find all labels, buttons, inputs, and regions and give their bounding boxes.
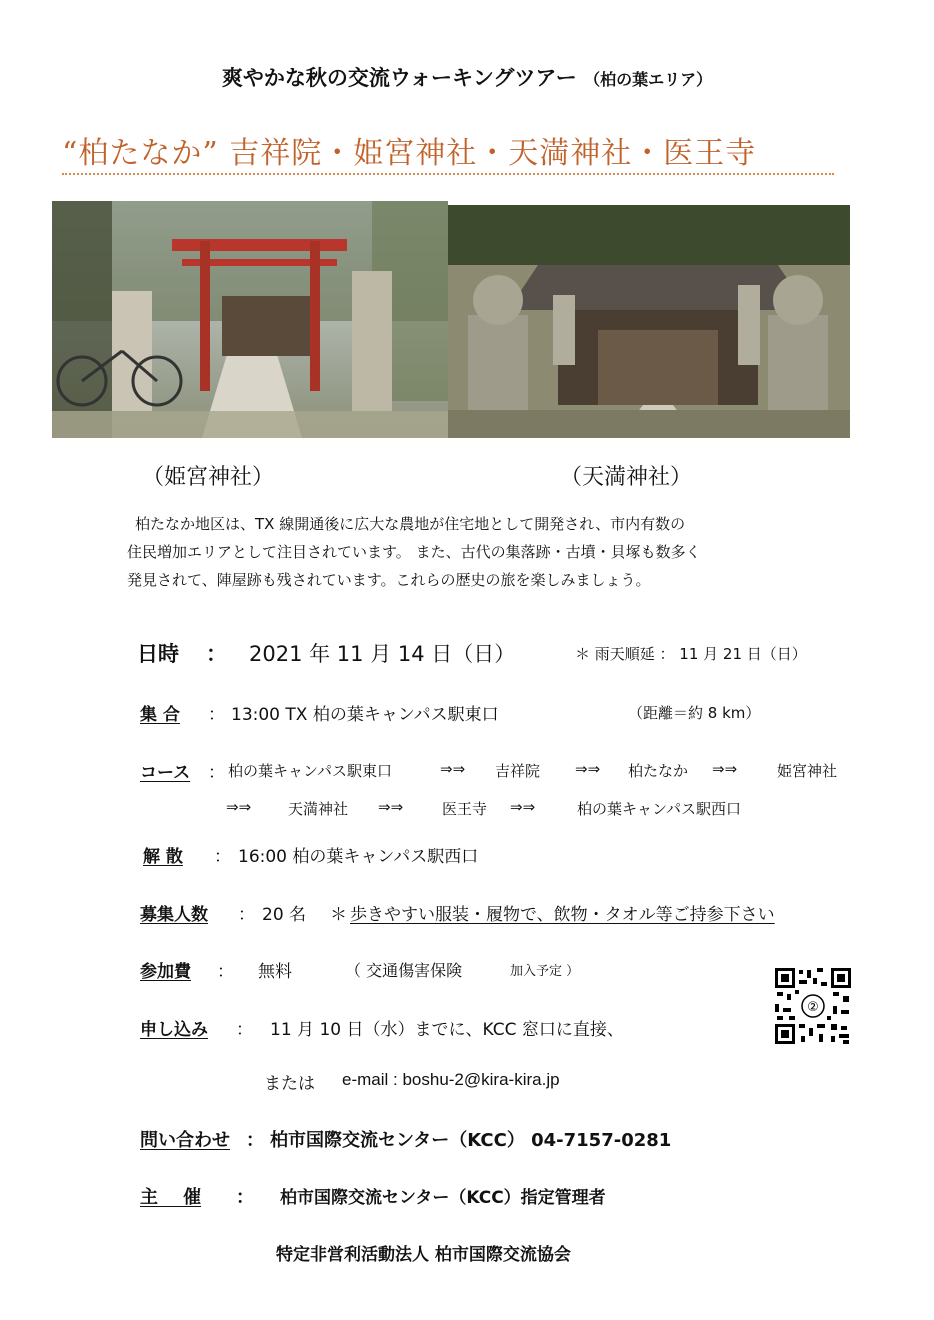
host-label: 主 催	[140, 1187, 202, 1208]
meet-label: 集 合	[140, 705, 180, 725]
host-sep: ：	[236, 1187, 254, 1208]
qr-center-mark: ②	[807, 1000, 819, 1015]
dismiss-label: 解 散	[143, 847, 183, 867]
page-title: “柏たなか” 吉祥院・姫宮神社・天満神社・医王寺	[62, 136, 757, 171]
course-sep: ：	[208, 763, 225, 783]
apply-label: 申し込み	[140, 1020, 208, 1040]
tenman-shrine-photo	[448, 205, 850, 438]
rain-date-note: ＊ 雨天順延 ： 11 月 21 日（日）	[575, 645, 807, 663]
course-stop: 柏の葉キャンパス駅西口	[577, 800, 741, 818]
date-sep: ：	[206, 642, 227, 666]
course-arrow: ⇒⇒	[575, 760, 601, 778]
intro-paragraph	[127, 510, 827, 594]
course-arrow: ⇒⇒	[440, 760, 466, 778]
host-organization: 柏市国際交流センター（KCC）指定管理者	[280, 1188, 606, 1208]
inquiry-label: 問い合わせ	[140, 1130, 230, 1151]
himemiya-shrine-photo	[52, 201, 448, 438]
inquiry-sep: ：	[246, 1130, 264, 1151]
event-date: 2021 年 11 月 14 日（日）	[249, 642, 516, 666]
capacity-note-mark: ＊	[330, 905, 347, 925]
attire-note: 歩きやすい服装・履物で、飲物・タオル等ご持参下さい	[350, 905, 775, 925]
subtitle-main: 爽やかな秋の交流ウォーキングツアー	[221, 66, 577, 90]
host-npo: 特定非営利活動法人 柏市国際交流協会	[276, 1245, 571, 1265]
apply-or: または	[264, 1074, 315, 1094]
course-stop: 柏たなか	[628, 762, 689, 780]
flyer-subtitle	[0, 62, 934, 92]
dismiss-point: 16:00 柏の葉キャンパス駅西口	[238, 847, 479, 867]
walk-distance: （距離＝約 8 km）	[628, 704, 761, 722]
capacity-label: 募集人数	[140, 905, 208, 925]
course-arrow: ⇒⇒	[378, 798, 404, 816]
course-stop: 柏の葉キャンパス駅東口	[228, 762, 392, 780]
course-label: コース	[140, 763, 191, 783]
course-stop: 天満神社	[288, 800, 349, 818]
course-stop: 姫宮神社	[777, 762, 838, 780]
course-arrow: ⇒⇒	[510, 798, 536, 816]
right-photo-caption: （天満神社）	[560, 465, 693, 490]
fee-label: 参加費	[140, 962, 191, 982]
meet-sep: ：	[208, 705, 225, 725]
insurance-note: （ 交通傷害保険	[345, 961, 463, 980]
capacity-value: 20 名	[262, 905, 307, 925]
fee-value: 無料	[258, 962, 292, 982]
course-arrow: ⇒⇒	[712, 760, 738, 778]
subtitle-area: （柏の葉エリア）	[584, 70, 713, 89]
insurance-note-2: 加入予定 ）	[510, 964, 580, 979]
date-label: 日時	[137, 642, 179, 666]
apply-deadline: 11 月 10 日（水）までに、KCC 窓口に直接、	[270, 1020, 624, 1040]
dismiss-sep: ：	[214, 847, 231, 867]
intro-line-2: 住民増加エリアとして注目されています。 また、古代の集落跡・古墳・貝塚も数多く	[127, 543, 701, 561]
apply-sep: ：	[236, 1020, 253, 1040]
intro-line-1: 柏たなか地区は、TX 線開通後に広大な農地が住宅地として開発され、市内有数の	[135, 515, 686, 533]
fee-sep: ：	[217, 962, 234, 982]
title-underline	[62, 173, 834, 175]
meet-point: 13:00 TX 柏の葉キャンパス駅東口	[231, 705, 499, 725]
email-link[interactable]: e-mail : boshu-2@kira-kira.jp	[342, 1070, 560, 1089]
capacity-sep: ：	[238, 905, 255, 925]
course-stop: 医王寺	[442, 800, 488, 818]
left-photo-caption: （姫宮神社）	[142, 465, 275, 490]
qr-code[interactable]	[773, 966, 853, 1046]
intro-line-3: 発見されて、陣屋跡も残されています。これらの歴史の旅を楽しみましょう。	[127, 571, 651, 589]
inquiry-contact: 柏市国際交流センター（KCC） 04-7157-0281	[270, 1130, 672, 1151]
course-stop: 吉祥院	[495, 762, 541, 780]
course-arrow: ⇒⇒	[226, 798, 252, 816]
